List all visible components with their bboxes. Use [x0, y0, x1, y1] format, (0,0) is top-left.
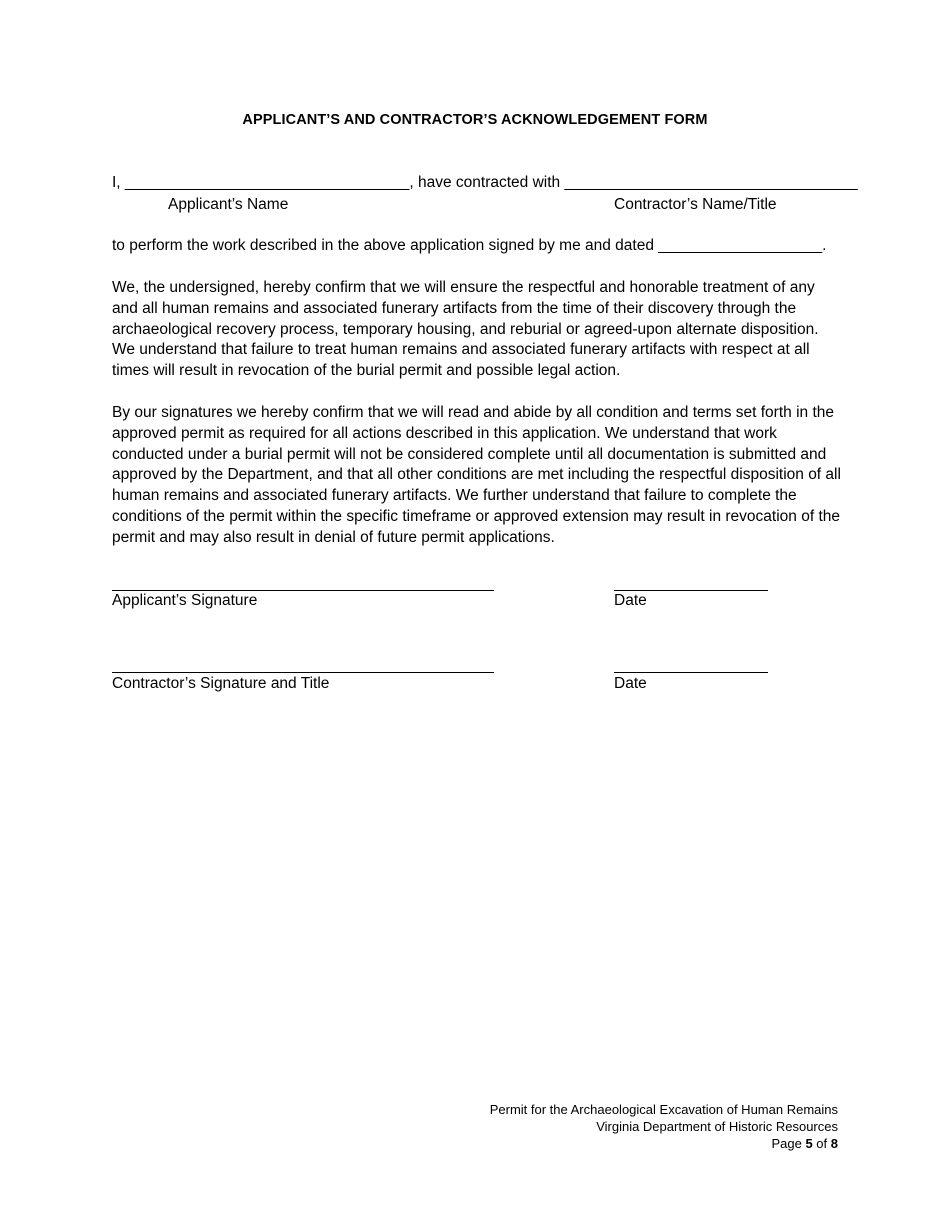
page-current: 5: [805, 1136, 813, 1151]
contractor-signature-label: Contractor’s Signature and Title: [112, 675, 330, 692]
paragraph-treatment: We, the undersigned, hereby confirm that we will ensure the respectful and honorable treatment of any and all human remains and associated funerary artifacts from the time of their discovery through the archaeological recovery process, temporary housing, and reburial or agreed-upon alternate disposition. We understand that failure to treat human remains and associated funerary artifacts with respect at all times will result in revocation of the burial permit and possible legal action.: [112, 279, 819, 380]
footer: [338, 1101, 838, 1152]
footer-page-number: [338, 1135, 838, 1152]
footer-department: Virginia Department of Historic Resources: [596, 1119, 838, 1134]
applicant-signature-line[interactable]: [112, 590, 494, 591]
intro-line: I, _________________________________, have contracted with __________________________________: [112, 174, 858, 191]
contractor-name-label: Contractor’s Name/Title: [614, 196, 777, 213]
work-description-line: to perform the work described in the above application signed by me and dated ___________________.: [112, 237, 827, 254]
contractor-date-line[interactable]: [614, 672, 768, 673]
applicant-signature-label: Applicant’s Signature: [112, 592, 258, 609]
footer-permit-title: Permit for the Archaeological Excavation of Human Remains: [489, 1102, 838, 1117]
paragraph-conditions: By our signatures we hereby confirm that we will read and abide by all condition and terms set forth in the approved permit as required for all actions described in this application. We understand that work conducted under a burial permit will not be considered complete until all documentation is submitted and approved by the Department, and that all other conditions are met including the respectful disposition of all human remains and associated funerary artifacts. We further understand that failure to complete the conditions of the permit within the specific timeframe or approved extension may result in revocation of the permit and may also result in denial of future permit applications.: [112, 404, 841, 546]
applicant-name-label: Applicant’s Name: [168, 196, 289, 213]
page-prefix: Page: [771, 1136, 802, 1151]
page-total: 8: [830, 1136, 838, 1151]
applicant-date-line[interactable]: [614, 590, 768, 591]
contractor-date-label: Date: [614, 675, 647, 692]
contractor-signature-line[interactable]: [112, 672, 494, 673]
form-title: APPLICANT’S AND CONTRACTOR’S ACKNOWLEDGEMENT FORM: [242, 112, 708, 128]
page-of: of: [816, 1136, 828, 1151]
applicant-date-label: Date: [614, 592, 647, 609]
